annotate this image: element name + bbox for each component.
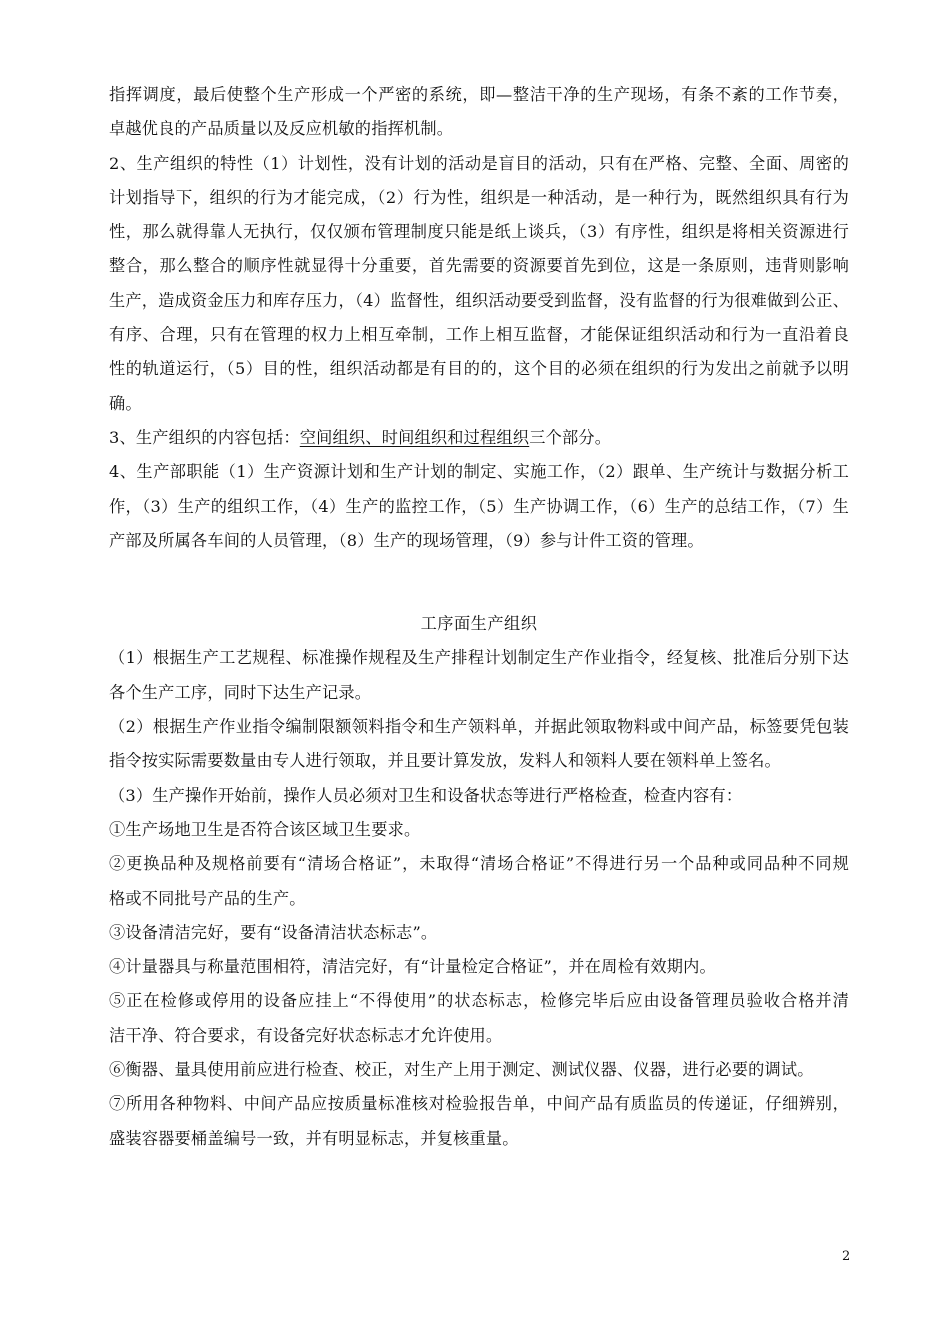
text-line: 确。 [109,393,142,413]
step-2-paragraph [109,710,849,779]
check-5-paragraph [109,984,849,1053]
text-line: （2）根据生产作业指令编制限额领料指令和生产领料单，并据此领取物料或中间产品，标签要凭包装 [109,717,849,737]
item-4-paragraph [109,455,849,558]
section-title: 工序面生产组织 [420,614,538,634]
intro-paragraph [109,78,849,147]
text-line: 指令按实际需要数量由专人进行领取，并且要计算发放，发料人和领料人要在领料单上签名。 [109,751,781,771]
check-6-paragraph [109,1053,849,1087]
text-line: ④计量器具与称量范围相符，清洁完好，有“计量检定合格证”，并在周检有效期内。 [109,957,716,977]
text-line: 产部及所属各车间的人员管理，（8）生产的现场管理，（9）参与计件工资的管理。 [109,530,704,550]
text-line: 洁干净、符合要求，有设备完好状态标志才允许使用。 [109,1025,503,1045]
text-line: 格或不同批号产品的生产。 [109,888,306,908]
check-1-paragraph [109,813,849,847]
text-line: ③设备清洁完好，要有“设备清洁状态标志”。 [109,922,438,942]
check-3-paragraph [109,916,849,950]
document-body [109,78,849,1156]
text-line: 2、生产组织的特性（1）计划性，没有计划的活动是盲目的活动，只有在严格、完整、全面、周密的 [109,153,849,173]
text-line: 指挥调度，最后使整个生产形成一个严密的系统，即—整洁干净的生产现场，有条不紊的工作节奏， [109,85,849,104]
text-line: 卓越优良的产品质量以及反应机敏的指挥机制。 [109,119,454,139]
item-3-prefix: 3、生产组织的内容包括： [109,427,300,447]
text-line: ②更换品种及规格前要有“清场合格证”，未取得“清场合格证”不得进行另一个品种或同品种不同规 [109,854,849,874]
text-line: ⑥衡器、量具使用前应进行检查、校正，对生产上用于测定、测试仪器、仪器，进行必要的调试。 [109,1060,814,1080]
check-7-paragraph [109,1087,849,1156]
item-3-underlined-text: 空间组织、时间组织和过程组织 [299,427,530,447]
text-line: ⑦所用各种物料、中间产品应按质量标准核对检验报告单，中间产品有质监员的传递证，仔细辨别， [109,1094,849,1114]
item-3-suffix: 三个部分。 [529,427,612,447]
text-line: 整合，那么整合的顺序性就显得十分重要，首先需要的资源要首先到位，这是一条原则，违背则影响 [109,256,849,276]
text-line: 有序、合理，只有在管理的权力上相互牵制，工作上相互监督，才能保证组织活动和行为一直沿着良 [109,325,849,345]
page-number: 2 [842,1249,851,1264]
text-line: （1）根据生产工艺规程、标准操作规程及生产排程计划制定生产作业指令，经复核、批准后分别下达 [109,648,849,668]
text-line: 性，那么就得靠人无执行，仅仅颁布管理制度只能是纸上谈兵，（3）有序性，组织是将相关资源进行 [109,222,849,242]
text-line: 盛装容器要桶盖编号一致，并有明显标志，并复核重量。 [109,1128,519,1148]
text-line: ⑤正在检修或停用的设备应挂上“不得使用”的状态标志，检修完毕后应由设备管理员验收合格并清 [109,991,849,1011]
item-2-paragraph [109,147,849,421]
step-1-paragraph [109,641,849,710]
step-3-paragraph [109,779,849,813]
text-line: 计划指导下，组织的行为才能完成，（2）行为性，组织是一种活动，是一种行为，既然组织具有行为 [109,187,849,207]
section-spacer [109,558,849,607]
check-2-paragraph [109,847,849,916]
text-line: 各个生产工序，同时下达生产记录。 [109,682,372,702]
text-line: ①生产场地卫生是否符合该区域卫生要求。 [109,819,421,839]
text-line: 4、生产部职能（1）生产资源计划和生产计划的制定、实施工作，（2）跟单、生产统计与数据分析工 [109,462,849,482]
text-line: 作，（3）生产的组织工作，（4）生产的监控工作，（5）生产协调工作，（6）生产的总结工作，（7）生 [109,496,849,516]
text-line: 生产，造成资金压力和库存压力，（4）监督性，组织活动要受到监督，没有监督的行为很难做到公正、 [109,290,849,310]
check-4-paragraph [109,950,849,984]
item-3-paragraph [109,421,849,455]
text-line: （3）生产操作开始前，操作人员必须对卫生和设备状态等进行严格检查，检查内容有： [109,785,743,805]
text-line: 性的轨道运行，（5）目的性，组织活动都是有目的的，这个目的必须在组织的行为发出之前就予以明 [109,359,849,379]
